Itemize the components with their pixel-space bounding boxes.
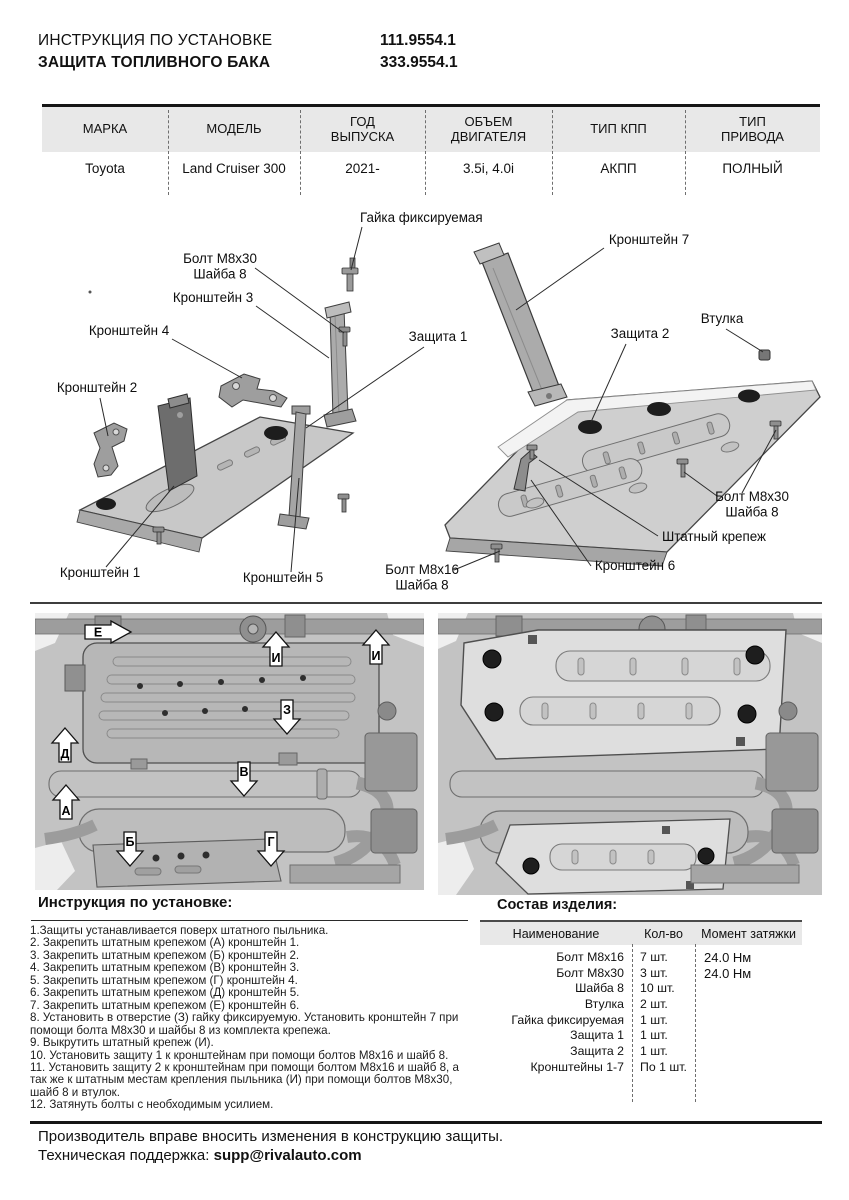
- vehicle-table-value-cell: Land Cruiser 300: [182, 161, 286, 176]
- vehicle-table-header-cell: ТИП КПП: [590, 121, 647, 137]
- crossmember: [691, 865, 799, 883]
- section-divider: [30, 602, 822, 604]
- diagram-label-bracket-3: Кронштейн 3: [172, 290, 254, 305]
- column-divider: [552, 110, 553, 195]
- diagram-label-stock-fastener: Штатный крепеж: [661, 529, 767, 544]
- vehicle-table-header-cell: ОБЪЕМ ДВИГАТЕЛЯ: [450, 114, 527, 144]
- column-divider: [685, 110, 686, 195]
- instructions-title: Инструкция по установке:: [38, 894, 233, 911]
- diagram-label-bracket-7: Кронштейн 7: [608, 232, 690, 247]
- instruction-step: 7. Закрепить штатным крепежом (Е) кронштейн 6.: [30, 998, 300, 1012]
- leader-line: [172, 339, 242, 378]
- transfer-case: [365, 733, 417, 791]
- instructions-divider: [31, 920, 468, 921]
- gearbox: [772, 809, 818, 853]
- part-torque: [695, 1060, 802, 1076]
- instruction-step: 10. Установить защиту 1 к кронштейнам при помощи болтов М8х16 и шайб 8.: [30, 1048, 449, 1062]
- svg-text:И: И: [371, 649, 381, 663]
- svg-text:Е: Е: [93, 625, 103, 640]
- leader-line: [351, 227, 362, 270]
- diagram-label-bracket-1: Кронштейн 1: [59, 565, 141, 580]
- vehicle-table-value-cell: АКПП: [600, 161, 637, 176]
- leader-line: [726, 329, 763, 352]
- instruction-step: 2. Закрепить штатным крепежом (А) кронштейн 1.: [30, 936, 300, 950]
- part-quantity: 2 шт.: [640, 997, 668, 1012]
- part-quantity: 1 шт.: [640, 1012, 668, 1027]
- vehicle-table-value-cell: 2021-: [345, 161, 380, 176]
- part-torque: [695, 1028, 802, 1044]
- part-torque: [695, 1013, 802, 1029]
- diagram-label-bushing: Втулка: [700, 311, 744, 326]
- part-numbers: [380, 30, 458, 74]
- vehicle-table-value-row: [42, 152, 820, 185]
- instruction-step: 6. Закрепить штатным крепежом (Д) кронштейн 5.: [30, 986, 300, 1000]
- instruction-step: 3. Закрепить штатным крепежом (Б) кронштейн 2.: [30, 948, 300, 962]
- svg-text:Г: Г: [267, 835, 275, 849]
- footer-disclaimer: Производитель вправе вносить изменения в конструкцию защиты.: [38, 1128, 504, 1145]
- column-divider: [695, 944, 696, 1102]
- vehicle-table-header-cell: МОДЕЛЬ: [206, 121, 262, 137]
- title-line-1: ИНСТРУКЦИЯ ПО УСТАНОВКЕ: [38, 32, 273, 49]
- part-number-2: 333.9554.1: [380, 54, 458, 71]
- gearbox: [371, 809, 417, 853]
- composition-title: Состав изделия:: [497, 897, 618, 913]
- vehicle-table-header-cell: МАРКА: [82, 121, 128, 137]
- footer: [38, 1128, 503, 1165]
- composition-row: [480, 997, 802, 1013]
- part-name: Втулка: [584, 997, 624, 1012]
- svg-text:И: И: [271, 651, 281, 665]
- part-quantity: 1 шт.: [640, 1028, 668, 1043]
- composition-row: [480, 950, 802, 966]
- instruction-step: 12. Затянуть болты с необходимым усилием.: [30, 1098, 274, 1112]
- bracket-3-part: [324, 302, 356, 427]
- svg-text:Б: Б: [125, 835, 135, 849]
- vehicle-table-header-row: [42, 107, 820, 152]
- instruction-step: 5. Закрепить штатным крепежом (Г) кронштейн 4.: [30, 973, 298, 987]
- exploded-parts-diagram: [30, 200, 825, 600]
- part-name: Болт М8х30: [556, 965, 624, 980]
- diagram-label-guard-2: Защита 2: [610, 326, 670, 341]
- transfer-case: [766, 733, 818, 791]
- lower-shield: [93, 839, 281, 887]
- composition-header-cell: Кол-во: [644, 926, 683, 941]
- svg-text:В: В: [239, 765, 249, 779]
- part-number-1: 111.9554.1: [380, 32, 456, 49]
- leader-line: [306, 347, 424, 428]
- fixed-nut-part: [342, 258, 358, 291]
- composition-row: [480, 1060, 802, 1076]
- part-name: Шайба 8: [575, 981, 624, 996]
- leader-line: [454, 551, 500, 570]
- svg-text:З: З: [283, 703, 291, 717]
- exhaust-pipe: [49, 771, 361, 797]
- diagram-label-bolt-m8x16: Болт М8х16 Шайба 8: [385, 562, 459, 593]
- underbody-photo-installed: [438, 613, 822, 895]
- part-name: Защита 1: [570, 1028, 624, 1043]
- composition-row: [480, 1044, 802, 1060]
- composition-table: [480, 920, 802, 1076]
- part-name: Гайка фиксируемая: [511, 1012, 624, 1027]
- column-divider: [425, 110, 426, 195]
- part-name: Защита 2: [570, 1044, 624, 1059]
- leader-line: [255, 268, 344, 333]
- part-quantity: 7 шт.: [640, 950, 668, 964]
- bracket-2-part: [94, 423, 127, 477]
- svg-text:Д: Д: [60, 747, 70, 761]
- support-email: supp@rivalauto.com: [213, 1146, 362, 1164]
- instruction-step: 1.Защиты устанавливается поверх штатного пыльника.: [30, 924, 329, 937]
- bracket-7-part: [474, 243, 567, 406]
- composition-row: [480, 981, 802, 997]
- exhaust-pipe: [450, 771, 764, 797]
- bracket-4-part: [219, 374, 287, 407]
- diagram-label-bolt-m8x30-right: Болт М8х30 Шайба 8: [715, 489, 789, 520]
- crossmember: [290, 865, 400, 883]
- vehicle-table-value-cell: ПОЛНЫЙ: [722, 161, 783, 176]
- part-torque: [695, 997, 802, 1013]
- footer-support: Техническая поддержка: supp@rivalauto.com: [38, 1146, 362, 1164]
- vehicle-table-header-cell: ТИП ПРИВОДА: [721, 114, 784, 144]
- diagram-label-bracket-6: Кронштейн 6: [594, 558, 676, 573]
- vehicle-table-value-cell: 3.5i, 4.0i: [462, 161, 515, 176]
- composition-rows: [480, 950, 802, 1076]
- installed-guard-2: [461, 630, 786, 759]
- part-quantity: 3 шт.: [640, 965, 668, 980]
- diagram-label-bolt-m8x30-left: Болт М8х30 Шайба 8: [183, 251, 257, 282]
- instruction-step: 11. Установить защиту 2 к кронштейнам при помощи болтом М8х16 и шайб 8, а так же к штатным местам крепления пыльника (И) при помощи болтов М8х30, шайб 8 и втулок.: [30, 1060, 459, 1099]
- diagram-label-bracket-2: Кронштейн 2: [56, 380, 138, 395]
- column-divider: [300, 110, 301, 195]
- composition-row: [480, 1013, 802, 1029]
- diagram-label-bracket-5: Кронштейн 5: [242, 570, 324, 585]
- underbody-photo-stock: [35, 613, 424, 890]
- leader-line: [516, 248, 604, 310]
- part-torque: 24.0 Нм: [704, 965, 752, 981]
- part-quantity: 10 шт.: [640, 981, 675, 996]
- pipe-joint: [317, 769, 327, 799]
- composition-header-cell: Момент затяжки: [701, 926, 796, 941]
- title-line-2: ЗАЩИТА ТОПЛИВНОГО БАКА: [38, 54, 271, 71]
- instruction-step: 8. Установить в отверстие (З) гайку фиксируемую. Установить кронштейн 7 при помощи болта М8х30 и шайбы 8 из комплекта крепежа.: [30, 1011, 459, 1037]
- part-name: Болт М8х16: [556, 950, 624, 964]
- diagram-label-nut-fixed: Гайка фиксируемая: [360, 210, 483, 225]
- diagram-label-bracket-4: Кронштейн 4: [88, 323, 170, 338]
- stray-dot: [89, 291, 92, 294]
- composition-row: [480, 1028, 802, 1044]
- vehicle-table-header-cell: ГОД ВЫПУСКА: [330, 114, 395, 144]
- instructions-list: [30, 925, 473, 1112]
- mount: [285, 615, 305, 637]
- part-name: Кронштейны 1-7: [530, 1059, 624, 1074]
- composition-header-row: [480, 920, 802, 945]
- instruction-step: 4. Закрепить штатным крепежом (В) кронштейн 3.: [30, 961, 300, 975]
- column-divider: [632, 944, 633, 1102]
- column-divider: [168, 110, 169, 195]
- diagram-label-guard-1: Защита 1: [408, 329, 468, 344]
- bushing-part: [759, 350, 770, 360]
- composition-header-cell: Наименование: [512, 926, 600, 941]
- part-quantity: По 1 шт.: [640, 1059, 687, 1074]
- part-quantity: 1 шт.: [640, 1044, 668, 1059]
- vehicle-table-value-cell: Toyota: [85, 161, 125, 176]
- part-torque: 24.0 Нм: [704, 950, 752, 965]
- instruction-step: 9. Выкрутить штатный крепеж (И).: [30, 1036, 214, 1050]
- fuel-tank: [65, 643, 379, 769]
- part-torque: [695, 981, 802, 997]
- document-title: [38, 30, 272, 74]
- footer-divider: [30, 1121, 822, 1124]
- composition-row: [480, 966, 802, 982]
- vehicle-spec-table: [42, 104, 820, 185]
- part-torque: [695, 1044, 802, 1060]
- svg-text:А: А: [61, 804, 71, 818]
